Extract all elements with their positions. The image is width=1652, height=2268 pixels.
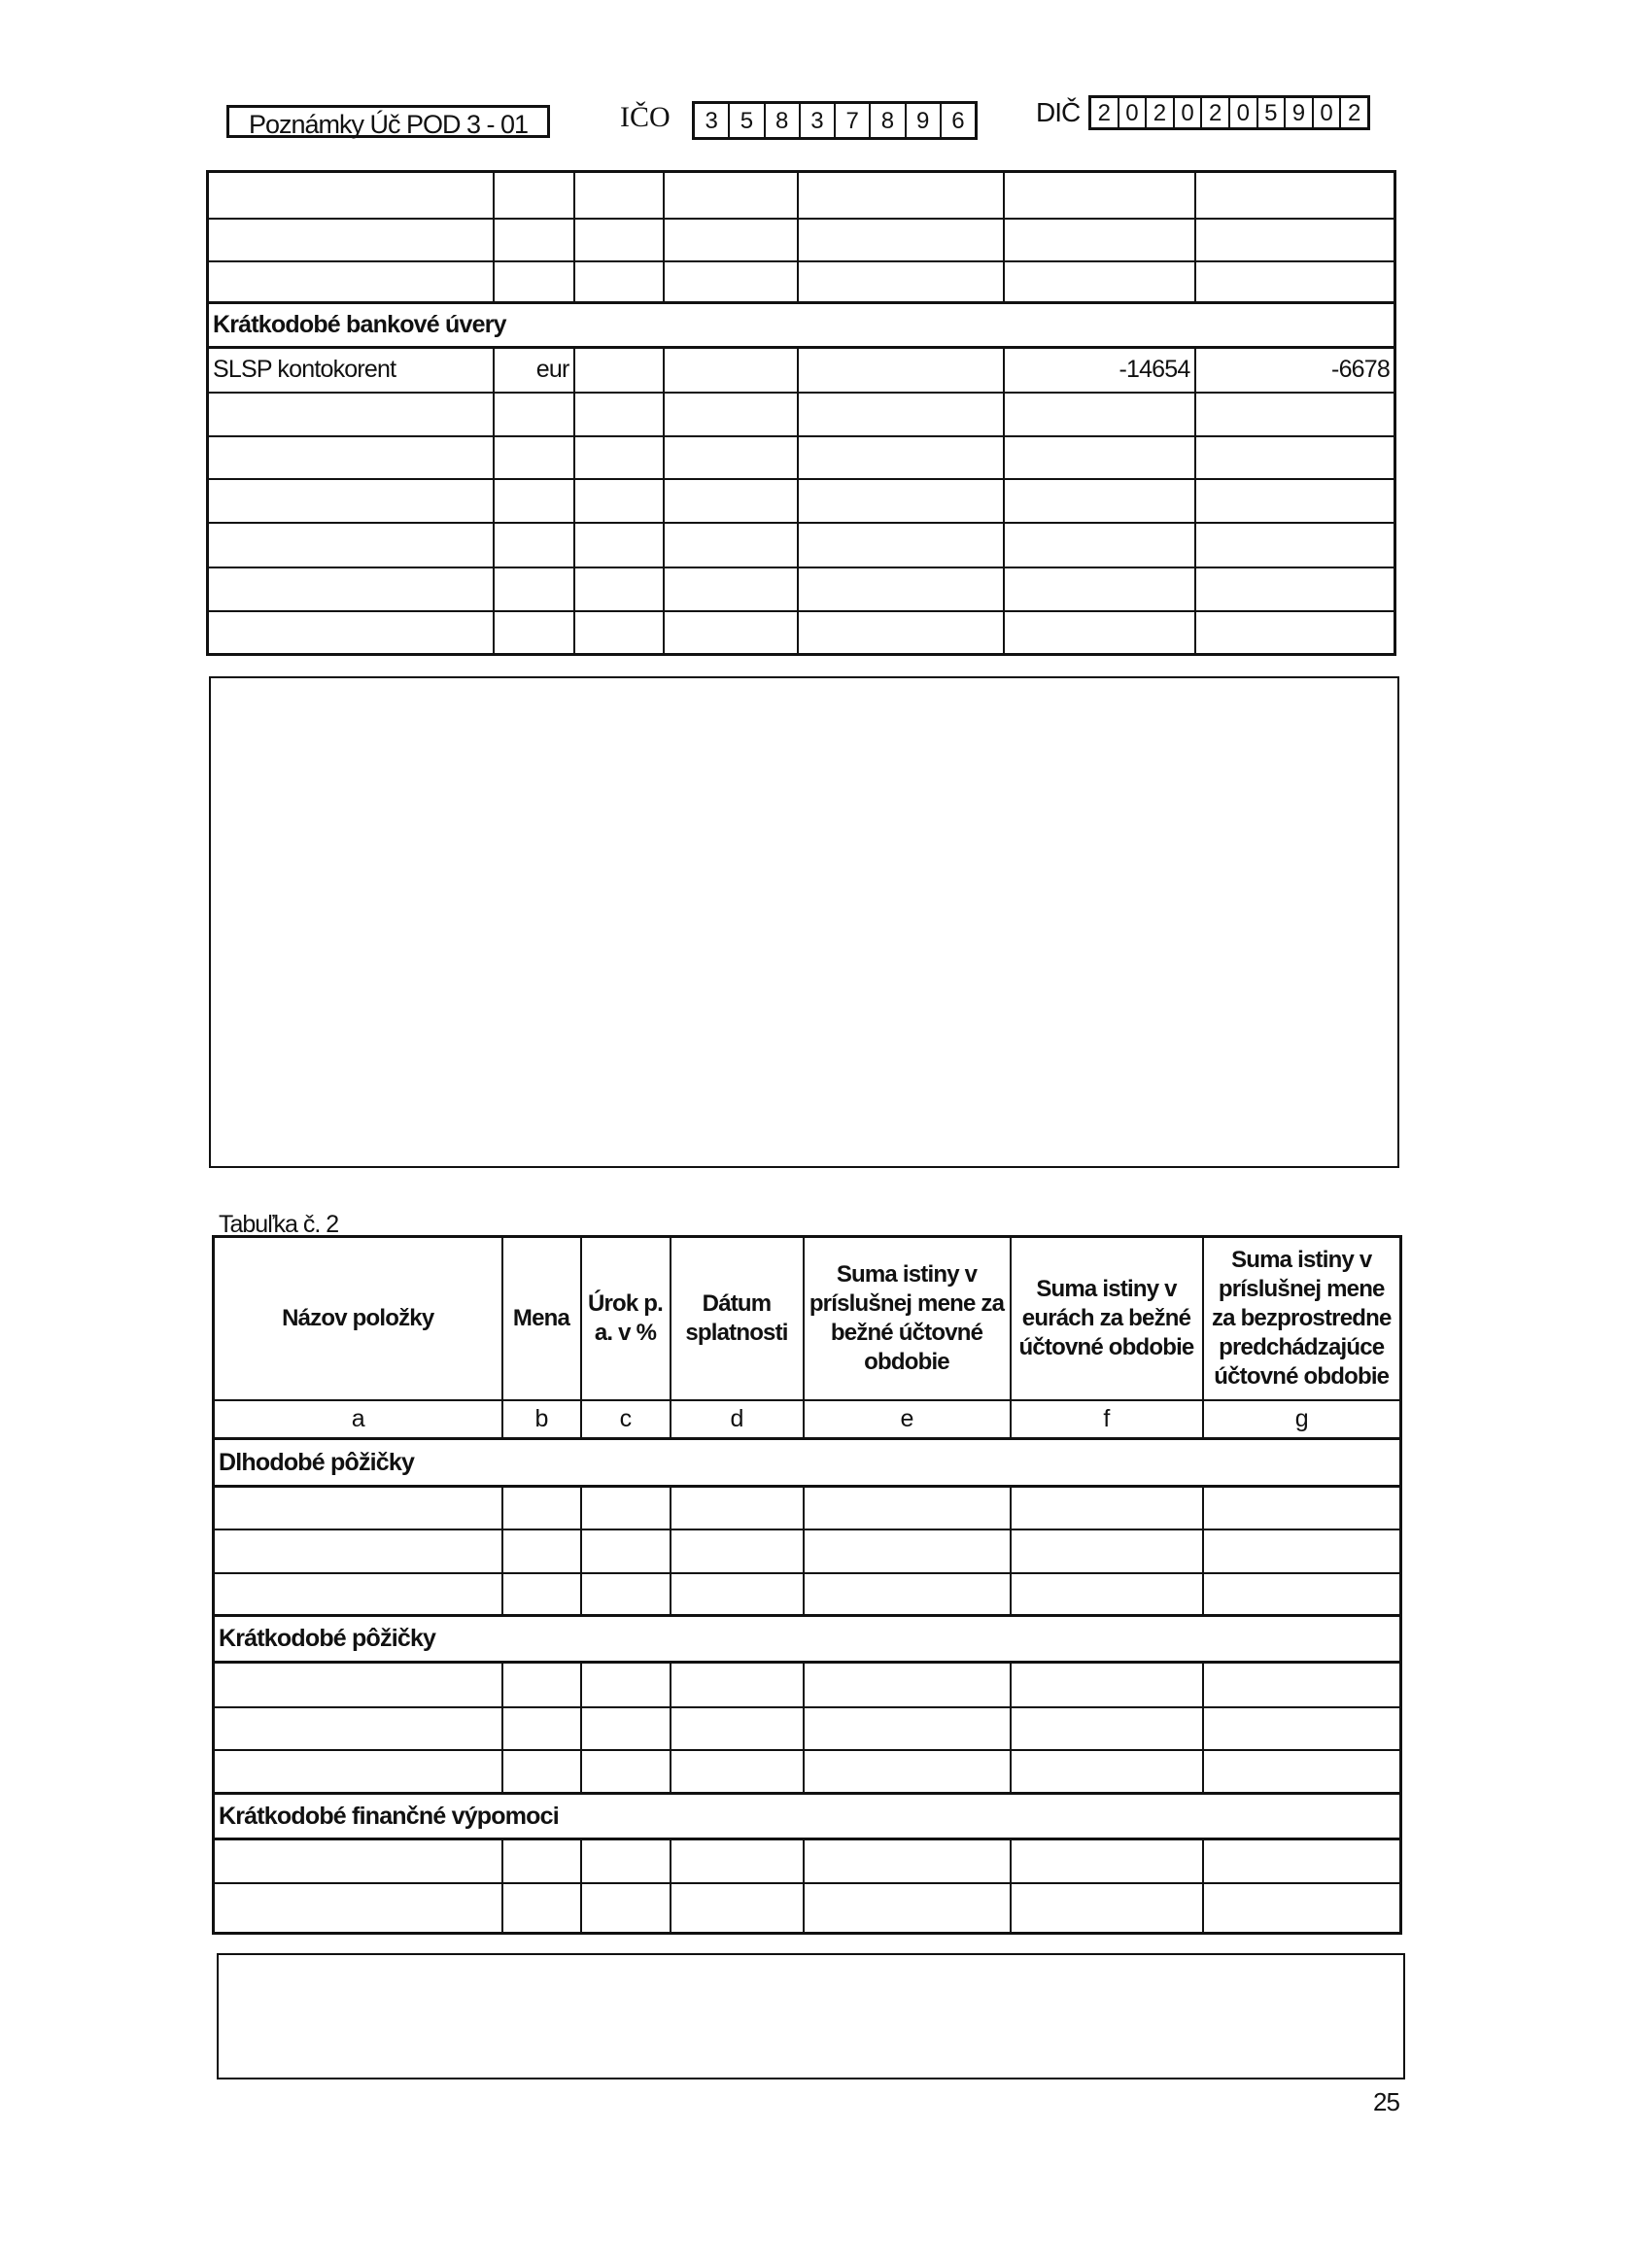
item-name: SLSP kontokorent <box>208 348 494 393</box>
digit-cell: 9 <box>905 104 940 137</box>
col-letter: f <box>1011 1400 1203 1439</box>
dic-label: DIČ <box>1036 97 1081 127</box>
col-header-principal-eur: Suma istiny v eurách za bežné účtovné obdobie <box>1011 1237 1203 1400</box>
col-letter: e <box>804 1400 1011 1439</box>
digit-cell: 7 <box>834 104 869 137</box>
item-amount-eur: -14654 <box>1004 348 1195 393</box>
col-letter: d <box>671 1400 804 1439</box>
form-title: Poznámky Úč POD 3 - 01 <box>226 105 550 138</box>
digit-cell: 8 <box>764 104 799 137</box>
digit-cell: 0 <box>1118 98 1146 127</box>
notes-box-1[interactable] <box>209 676 1399 1168</box>
digit-cell: 0 <box>1312 98 1340 127</box>
col-header-currency: Mena <box>502 1237 581 1400</box>
section-short-term-loans: Krátkodobé pôžičky <box>214 1616 1401 1663</box>
col-letter: g <box>1203 1400 1401 1439</box>
section-long-term-loans: Dlhodobé pôžičky <box>214 1439 1401 1487</box>
digit-cell: 9 <box>1284 98 1312 127</box>
loans-table-1 <box>206 170 1396 656</box>
col-header-name: Názov položky <box>214 1237 502 1400</box>
digit-cell: 3 <box>799 104 834 137</box>
col-letter: b <box>502 1400 581 1439</box>
col-header-principal-prev: Suma istiny v príslušnej mene za bezprostredne predchádzajúce účtovné obdobie <box>1203 1237 1401 1400</box>
dic-field[interactable] <box>1088 95 1370 130</box>
ico-field[interactable] <box>692 101 978 140</box>
digit-cell: 3 <box>705 108 718 134</box>
table-caption: Tabuľka č. 2 <box>219 1211 339 1238</box>
table-row <box>208 348 1395 393</box>
item-amount-prev: -6678 <box>1195 348 1395 393</box>
digit-cell: 2 <box>1200 98 1228 127</box>
col-header-principal-currency: Suma istiny v príslušnej mene za bežné účtovné obdobie <box>804 1237 1011 1400</box>
digit-cell: 0 <box>1173 98 1201 127</box>
col-letter: a <box>214 1400 502 1439</box>
digit-cell: 2 <box>1145 98 1173 127</box>
col-header-interest: Úrok p. a. v % <box>581 1237 671 1400</box>
section-short-term-financial-assistance: Krátkodobé finančné výpomoci <box>214 1794 1401 1839</box>
notes-box-2[interactable] <box>217 1953 1405 2079</box>
digit-cell: 8 <box>869 104 904 137</box>
digit-cell: 0 <box>1228 98 1256 127</box>
section-short-term-bank-loans: Krátkodobé bankové úvery <box>208 303 1395 348</box>
digit-cell: 5 <box>728 104 763 137</box>
item-currency: eur <box>494 348 574 393</box>
digit-cell: 2 <box>1339 98 1367 127</box>
ico-label: IČO <box>620 101 671 133</box>
digit-cell: 2 <box>1097 100 1111 126</box>
page-number: 25 <box>1373 2087 1399 2116</box>
digit-cell: 5 <box>1256 98 1285 127</box>
col-letter: c <box>581 1400 671 1439</box>
digit-cell: 6 <box>940 104 975 137</box>
col-header-due-date: Dátum splatnosti <box>671 1237 804 1400</box>
loans-table-2 <box>212 1235 1402 1935</box>
